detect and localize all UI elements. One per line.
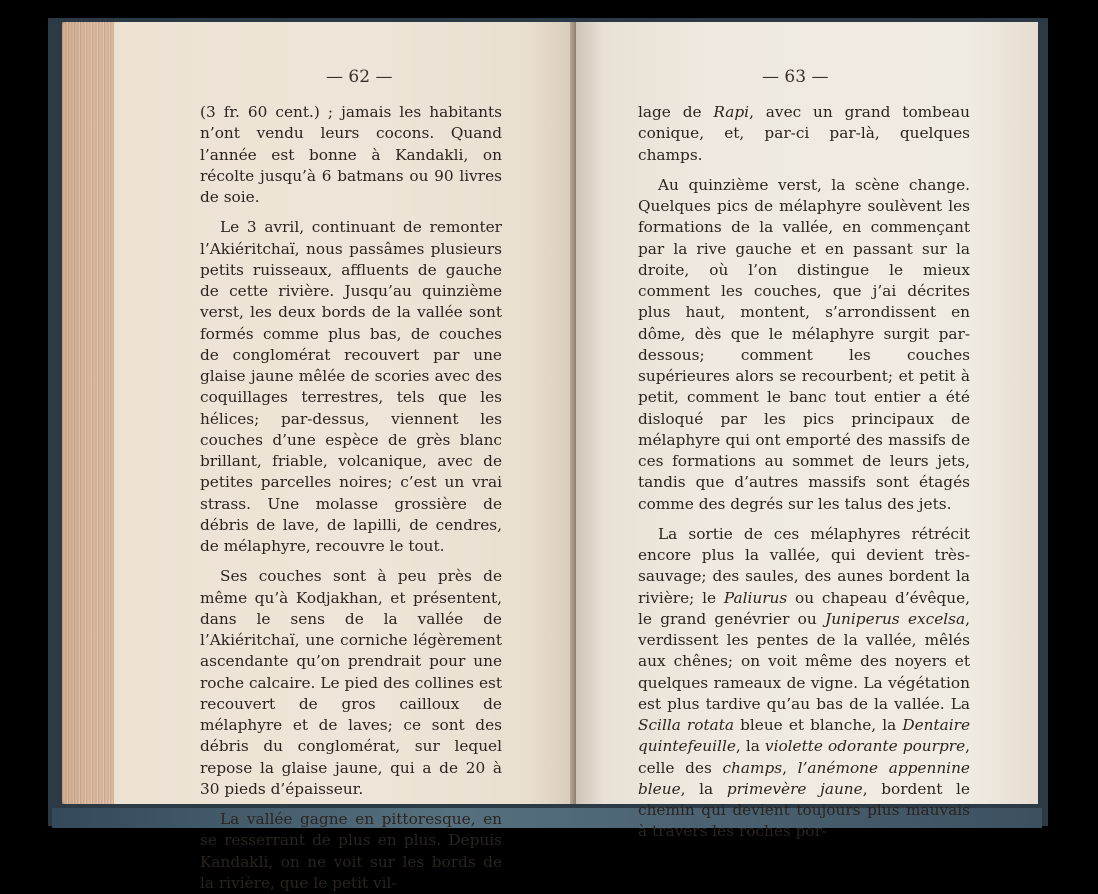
italic-term: Rapi [713,103,750,121]
italic-term: Paliurus [723,588,788,607]
paragraph: La vallée gagne en pittoresque, en se resserrant de plus en plus. Depuis Kandakli, on ne voit sur les bords de la rivière, que le petit vil- [200,810,502,892]
right-page-text [638,102,970,843]
paragraph: Au quinzième verst, la scène change. Quelques pics de mélaphyre soulèvent les formations de la vallée, en commençant par la rive gauche et en passant sur la droite, où l’on distingue le mieux comment les couches, que j’ai décrites plus haut, montent, s’arrondissent en dôme, dès que le mélaphyre surgit par-dessous; comment les couches supérieures alors se recourbent; et petit à petit, comment le banc tout entier a été disloqué par les pics principaux de mélaphyre qui ont emporté des massifs de ces formations au sommet de leurs jets, tandis que d’autres massifs sont étagés comme des degrés sur les talus des jets. [638,175,970,513]
paragraph: Ses couches sont à peu près de même qu’à Kodjakhan, et présentent, dans le sens de la vallée de l’Akiéritchaï, une corniche légèrement ascendante qu’on prendrait pour une roche calcaire. Le pied des collines est recouvert de gros cailloux de mélaphyre et de laves; ce sont des débris du conglomérat, sur lequel repose la glaise jaune, qui a de 20 à 30 pieds d’épaisseur. [200,567,502,798]
page-number: — 62 — [326,67,393,87]
italic-term: Juniperus excelsa [825,609,966,628]
italic-term: Dentaire quintefeuille [638,716,971,756]
paragraph: La sortie de ces mélaphyres rétrécit encore plus la vallée, qui devient très-sauvage; des saules, des aunes bordent la rivière; le Paliurus ou chapeau d’évêque, le grand genévrier ou Juniperus excelsa, verdissent les pentes de la vallée, mêlés aux chênes; on voit même des noyers et quelques rameaux de vigne. La végétation est plus tardive qu’au bas de la vallée. La Scilla rotata bleue et blanche, la Dentaire quintefeuille, la violette odorante pourpre, celle des champs, l’anémone appennine bleue, la primevère jaune, bordent le chemin qui devient toujours plus mauvais à travers les roches por- [638,524,971,841]
left-page-text [200,102,502,894]
italic-term: champs [722,758,783,777]
page-edges [62,22,114,804]
paragraph: lage de Rapi, avec un grand tombeau conique, et, par-ci par-là, quelques champs. [638,103,970,164]
italic-term: Scilla rotata [638,716,734,734]
paragraph: Le 3 avril, continuant de remonter l’Akiéritchaï, nous passâmes plusieurs petits ruisseaux, affluents de gauche de cette rivière. Jusqu’au quinzième verst, les deux bords de la vallée sont formés comme plus bas, de couches de conglomérat recouvert par une glaise jaune mêlée de scories avec des coquillages terrestres, tels que les hélices; par-dessus, viennent les couches d’une espèce de grès blanc brillant, friable, volcanique, avec de petites parcelles noires; c’est un vrai strass. Une molasse grossière de débris de lave, de lapilli, de cendres, de mélaphyre, recouvre le tout. [200,218,502,555]
left-page [62,22,578,892]
right-page [576,22,1038,841]
page-number: — 63 — [762,67,829,87]
paragraph: (3 fr. 60 cent.) ; jamais les habitants n’ont vendu leurs cocons. Quand l’année est bonne à Kandakli, on récolte jusqu’à 6 batmans ou 90 livres de soie. [200,103,502,206]
italic-term: violette odorante pourpre [764,737,966,756]
italic-term: primevère jaune [726,779,863,798]
italic-term: l’anémone appennine bleue [638,758,970,798]
